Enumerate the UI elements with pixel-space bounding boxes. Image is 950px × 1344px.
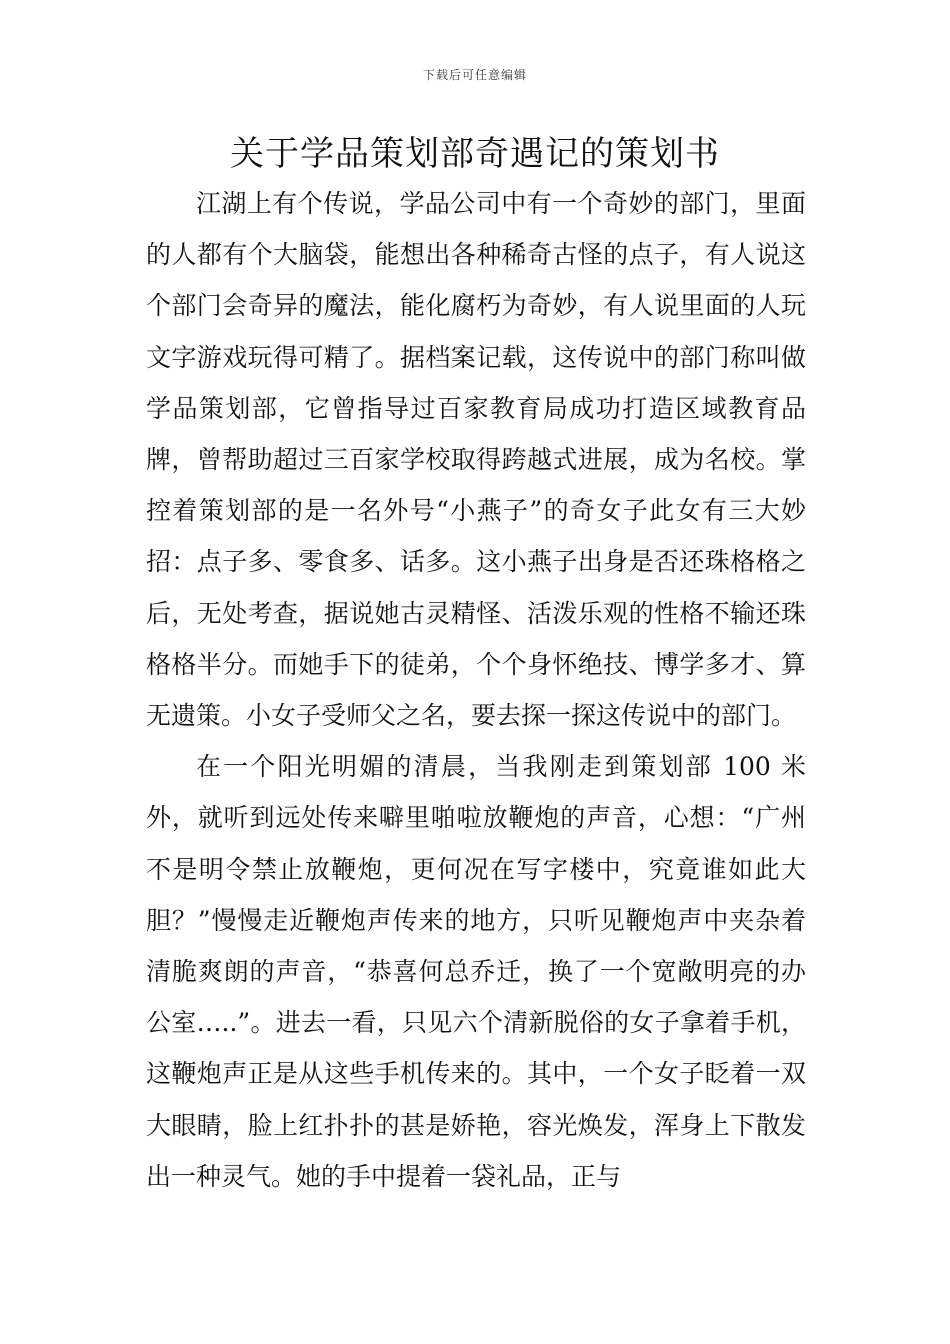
paragraph-1: 江湖上有个传说，学品公司中有一个奇妙的部门，里面的人都有个大脑袋，能想出各种稀奇古怪的点子，有人说这个部门会奇异的魔法，能化腐朽为奇妙，有人说里面的人玩文字游戏玩得可精了。据档案记载，这传说中的部门称叫做学品策划部，它曾指导过百家教育局成功打造区域教育品牌，曾帮助超过三百家学校取得跨越式进展，成为名校。掌控着策划部的是一名外号“小燕子”的奇女子此女有三大妙招：点子多、零食多、话多。这小燕子出身是否还珠格格之后，无处考查，据说她古灵精怪、活泼乐观的性格不输还珠格格半分。而她手下的徒弟，个个身怀绝技、博学多才、算无遗策。小女子受师父之名，要去探一探这传说中的部门。 xyxy=(146,189,806,731)
paragraph-2: 在一个阳光明媚的清晨，当我刚走到策划部 100 米外，就听到远处传来噼里啪啦放鞭炮的声音，心想：“广州不是明令禁止放鞭炮，更何况在写字楼中，究竟谁如此大胆？”慢慢走近鞭炮声传来的地方，只听见鞭炮声中夹杂着清脆爽朗的声音，“恭喜何总乔迁，换了一个宽敞明亮的办公室…..”。进去一看，只见六个清新脱俗的女子拿着手机，这鞭炮声正是从这些手机传来的。其中，一个女子眨着一双大眼睛，脸上红扑扑的甚是娇艳，容光焕发，浑身上下散发出一种灵气。她的手中提着一袋礼品，正与 xyxy=(146,752,806,1191)
header-note: 下载后可任意编辑 xyxy=(422,68,527,82)
document-body xyxy=(146,178,806,1202)
document-title: 关于学品策划部奇遇记的策划书 xyxy=(230,134,720,174)
